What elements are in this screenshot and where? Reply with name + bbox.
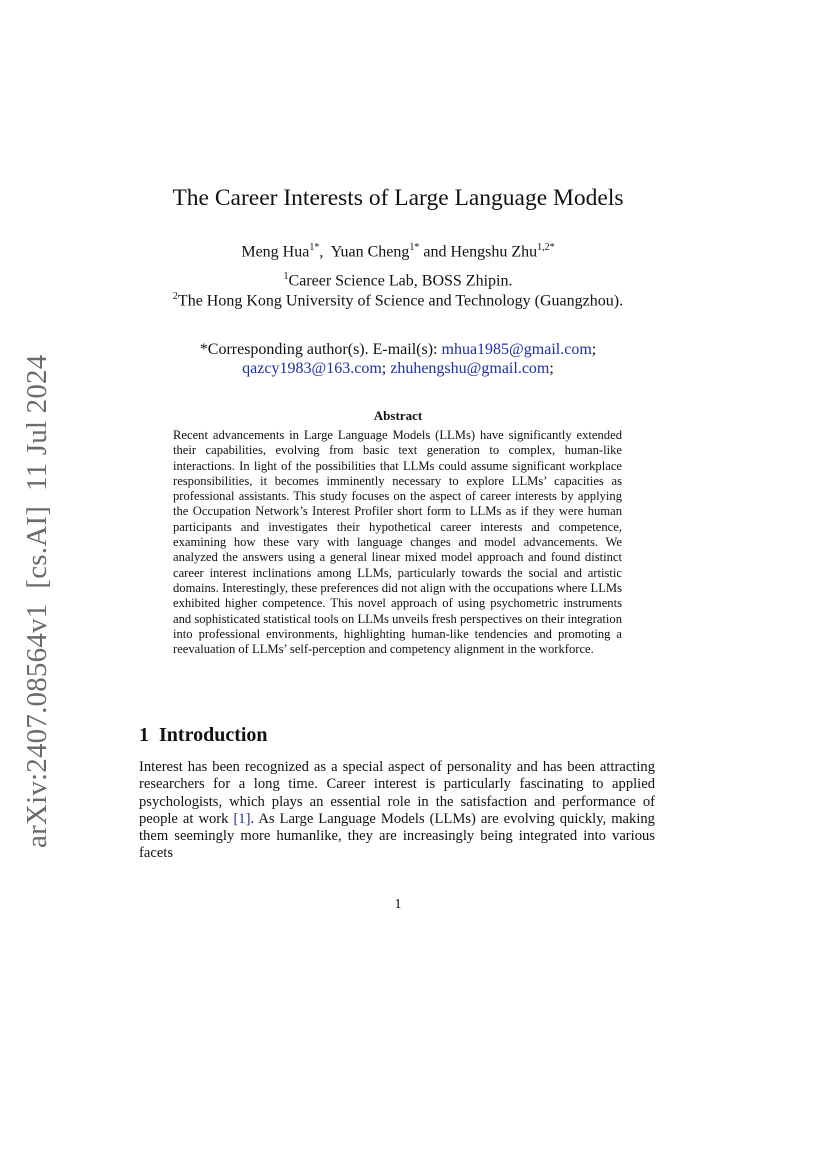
corresponding-author-line: *Corresponding author(s). E-mail(s): mhua1985@gmail.com; — [199, 341, 597, 358]
author-affiliation-marker: 1,2* — [537, 242, 555, 253]
affiliation — [0, 286, 796, 312]
paragraph-text: Interest has been recognized as a special aspect of personality and has been attracting researchers for a long time. Career interest is particularly fascinating to applied psychologists, which plays an essential role in the satisfaction and performance of people at work — [139, 759, 655, 827]
paragraph-text: . As Large Language Models (LLMs) are evolving quickly, making them seemingly more humanlike, they are increasingly being integrated into various facets — [139, 810, 655, 862]
section-number: 1 — [139, 724, 149, 746]
paper-title: The Career Interests of Large Language Models — [172, 185, 624, 211]
page-number: 1 — [394, 897, 402, 912]
author-name: Hengshu Zhu — [450, 243, 538, 261]
email-link[interactable]: zhuhengshu@gmail.com — [390, 360, 550, 377]
author-affiliation-marker: 1* — [409, 242, 420, 253]
introduction-paragraph — [139, 759, 655, 863]
section-heading — [139, 722, 268, 748]
author-list: Meng Hua$^{1*}$, Yuan Cheng$^{1*}$ and Hengshu Zhu$^{1,2*}$ — [241, 242, 555, 261]
citation-link[interactable]: [1] — [233, 810, 251, 827]
author-name: Meng Hua — [241, 243, 310, 261]
affiliation-marker: 2 — [172, 291, 178, 302]
arxiv-identifier-stamp: arXiv:2407.08564v1 [cs.AI] 11 Jul 2024 — [21, 354, 53, 848]
corresponding-author-line: qazcy1983@163.com; zhuhengshu@gmail.com; — [242, 360, 554, 377]
email-link[interactable]: mhua1985@gmail.com — [441, 341, 592, 358]
author-connector: and — [423, 243, 447, 261]
section-title: Introduction — [159, 724, 268, 746]
affiliation-text: Career Science Lab, BOSS Zhipin. — [288, 272, 513, 290]
author-name: Yuan Cheng — [330, 243, 410, 261]
abstract-text: Recent advancements in Large Language Models (LLMs) have significantly extended their capabilities, evolving from basic text generation to complex, human-like interactions. In light of the possibilities that LLMs could assume significant workplace responsibilities, it becomes imminently necessary to explore LLMs’ capacities as professional assistants. This study focuses on the aspect of career interests by applying the Occupation Network’s Interest Profiler short form to LLMs as if they were human participants and investigates their hypothetical career interests and competence, examining how these vary with language changes and model advancements. We analyzed the answers using a general linear mixed model approach and found distinct career interest inclinations among LLMs, particularly towards the social and artistic domains. Interestingly, these preferences did not align with the occupations where LLMs exhibited higher competence. This novel approach of using psychometric instruments and sophisticated statistical tools on LLMs unveils fresh perspectives on their integration into professional environments, highlighting human-like tendencies and promoting a reevaluation of LLMs’ self-perception and competency alignment in the workforce. — [173, 428, 622, 657]
affiliation-text: The Hong Kong University of Science and Technology (Guangzhou). — [177, 292, 624, 310]
email-link[interactable]: qazcy1983@163.com — [242, 360, 382, 377]
author-affiliation-marker: 1* — [309, 242, 320, 253]
abstract-heading: Abstract — [373, 408, 423, 423]
affiliation-marker: 1 — [283, 271, 289, 282]
corresponding-label: *Corresponding author(s). E-mail(s): — [199, 341, 438, 358]
